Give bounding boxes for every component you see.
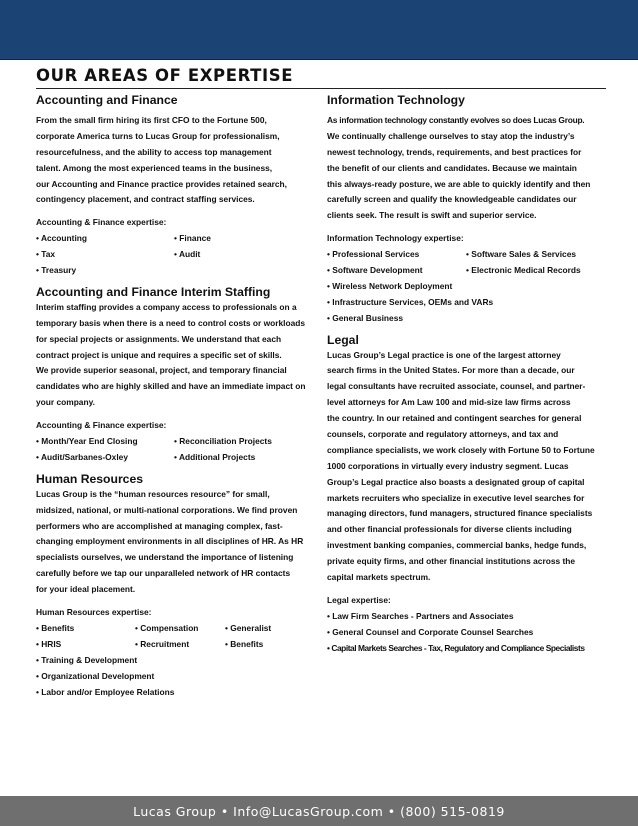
paragraph-line: Group’s Legal practice also boasts a designated group of capital xyxy=(327,476,585,487)
paragraph-line: Interim staffing provides a company access to professionals on a xyxy=(36,301,297,312)
expertise-item: • Recruitment xyxy=(135,638,190,649)
section-title: Accounting and Finance Interim Staffing xyxy=(36,284,271,299)
expertise-item: • Compensation xyxy=(135,622,199,633)
expertise-item: • Finance xyxy=(174,233,211,244)
paragraph-line: this always-ready posture, we are able to quickly identify and then xyxy=(327,178,591,189)
paragraph-line: capital markets spectrum. xyxy=(327,572,431,583)
expertise-label: Accounting & Finance expertise: xyxy=(36,420,167,431)
expertise-item: • Benefits xyxy=(36,622,75,633)
expertise-item: • Benefits xyxy=(225,638,264,649)
paragraph-line: level attorneys for Am Law 100 and mid-size law firms across xyxy=(327,397,571,408)
expertise-item: • Audit xyxy=(174,249,201,260)
paragraph-line: talent. Among the most experienced teams in the business, xyxy=(36,162,273,173)
expertise-list xyxy=(327,609,613,657)
paragraph-line: contract project is unique and requires a specific set of skills. xyxy=(36,349,282,360)
expertise-item: • Infrastructure Services, OEMs and VARs xyxy=(327,296,494,307)
paragraph-line: markets recruiters who specialize in executive level searches for xyxy=(327,492,585,503)
paragraph-line: 1000 corporations in virtually every industry segment. Lucas xyxy=(327,460,569,471)
information-technology-section xyxy=(327,92,613,327)
legal-section xyxy=(327,332,613,657)
expertise-list xyxy=(327,247,613,279)
expertise-list-extra xyxy=(36,653,320,701)
paragraph-line: the country. In our retained and contingent searches for general xyxy=(327,413,582,424)
footer-band xyxy=(0,796,638,826)
expertise-label: Human Resources expertise: xyxy=(36,607,152,618)
paragraph-line: We continually challenge ourselves to stay atop the industry’s xyxy=(327,130,575,141)
paragraph-line: Lucas Group’s Legal practice is one of the largest attorney xyxy=(327,349,561,360)
paragraph-line: legal consultants have recruited associate, counsel, and partner- xyxy=(327,381,586,392)
expertise-label: Accounting & Finance expertise: xyxy=(36,217,167,228)
expertise-item: • Reconciliation Projects xyxy=(174,436,272,447)
paragraph-line: From the small firm hiring its first CFO to the Fortune 500, xyxy=(36,115,267,125)
accounting-finance-section xyxy=(36,92,320,279)
paragraph-line: for special projects or assignments. We understand that each xyxy=(36,333,282,344)
expertise-item: • Audit/Sarbanes-Oxley xyxy=(36,451,128,462)
expertise-item: • Accounting xyxy=(36,233,88,244)
expertise-item: • Law Firm Searches - Partners and Associates xyxy=(327,610,514,621)
expertise-item: • Additional Projects xyxy=(174,451,256,462)
right-column xyxy=(327,92,613,657)
left-column xyxy=(36,92,320,700)
expertise-item: • Month/Year End Closing xyxy=(36,436,138,447)
expertise-item: • Capital Markets Searches - Tax, Regulatory and Compliance Specialists xyxy=(327,642,585,653)
expertise-item: • Professional Services xyxy=(327,249,420,260)
human-resources-section xyxy=(36,471,320,701)
paragraph-line: midsized, national, or multi-national corporations. We find proven xyxy=(36,504,298,515)
paragraph-line: private equity firms, and other financial institutions across the xyxy=(327,556,576,567)
footer-contact: Lucas Group • Info@LucasGroup.com • (800) 515-0819 xyxy=(133,803,505,819)
header-band xyxy=(0,0,638,60)
expertise-label: Legal expertise: xyxy=(327,594,391,605)
paragraph-line: We provide superior seasonal, project, and temporary financial xyxy=(36,365,287,376)
section-title: Information Technology xyxy=(327,93,465,107)
expertise-item: • Training & Development xyxy=(36,654,138,665)
expertise-item: • Electronic Medical Records xyxy=(466,265,581,276)
paragraph-line: clients seek. The result is swift and superior service. xyxy=(327,210,537,221)
paragraph-line: newest technology, trends, requirements, and best practices for xyxy=(327,146,582,157)
expertise-item: • Generalist xyxy=(225,622,272,633)
paragraph-line: counsels, corporate and regulatory attorneys, and tax and xyxy=(327,429,559,440)
section-title: Legal xyxy=(327,332,359,347)
page-heading: OUR AREAS OF EXPERTISE xyxy=(36,66,294,85)
paragraph-line: and other financial professionals for diverse clients including xyxy=(327,524,572,535)
expertise-list-extra xyxy=(327,279,613,327)
paragraph-line: temporary basis when there is a need to control costs or workloads xyxy=(36,317,306,328)
paragraph-line: your company. xyxy=(36,397,95,408)
section-title: Human Resources xyxy=(36,471,144,486)
paragraph-line: changing employment environments in all disciplines of HR. As HR xyxy=(36,536,304,547)
paragraph-line: compliance specialists, we work closely with Fortune 50 to Fortune xyxy=(327,444,595,455)
paragraph-line: carefully before we tap our unparalleled network of HR contacts xyxy=(36,568,291,579)
heading-rule xyxy=(36,88,606,89)
paragraph-line: search firms in the United States. For more than a decade, our xyxy=(327,365,575,376)
paragraph-line: performers who are accomplished at managing complex, fast- xyxy=(36,520,283,531)
expertise-list xyxy=(36,231,320,279)
expertise-item: • Organizational Development xyxy=(36,670,155,681)
expertise-item: • General Business xyxy=(327,312,404,323)
expertise-item: • Treasury xyxy=(36,265,77,276)
paragraph-line: candidates who are highly skilled and have an immediate impact on xyxy=(36,381,306,392)
expertise-label: Information Technology expertise: xyxy=(327,233,464,244)
paragraph-line: our Accounting and Finance practice provides retained search, xyxy=(36,178,288,189)
expertise-item: • Tax xyxy=(36,249,56,260)
expertise-item: • HRIS xyxy=(36,638,62,649)
paragraph-line: the benefit of our clients and candidates. Because we maintain xyxy=(327,162,577,173)
interim-staffing-section xyxy=(36,284,320,466)
paragraph-line: contingency placement, and contract staffing services. xyxy=(36,194,255,205)
expertise-item: • Labor and/or Employee Relations xyxy=(36,686,175,697)
section-title: Accounting and Finance xyxy=(36,93,178,107)
paragraph-line: carefully screen and qualify the knowledgeable candidates our xyxy=(327,194,577,205)
paragraph-line: resourcefulness, and the ability to access top management xyxy=(36,146,272,157)
expertise-list xyxy=(36,434,320,466)
paragraph-line: investment banking companies, commercial banks, hedge funds, xyxy=(327,540,587,551)
expertise-item: • Software Development xyxy=(327,265,423,276)
paragraph-line: corporate America turns to Lucas Group for professionalism, xyxy=(36,130,280,141)
paragraph-line: specialists ourselves, we understand the importance of listening xyxy=(36,552,294,563)
paragraph-line: managing directors, fund managers, structured finance specialists xyxy=(327,508,593,519)
expertise-item: • Software Sales & Services xyxy=(466,249,577,260)
expertise-list xyxy=(36,621,320,653)
expertise-item: • General Counsel and Corporate Counsel Searches xyxy=(327,626,534,637)
paragraph-line: for your ideal placement. xyxy=(36,584,136,595)
paragraph-line: Lucas Group is the “human resources resource” for small, xyxy=(36,488,270,499)
paragraph-line: As information technology constantly evolves so does Lucas Group. xyxy=(327,115,585,125)
expertise-item: • Wireless Network Deployment xyxy=(327,280,453,291)
